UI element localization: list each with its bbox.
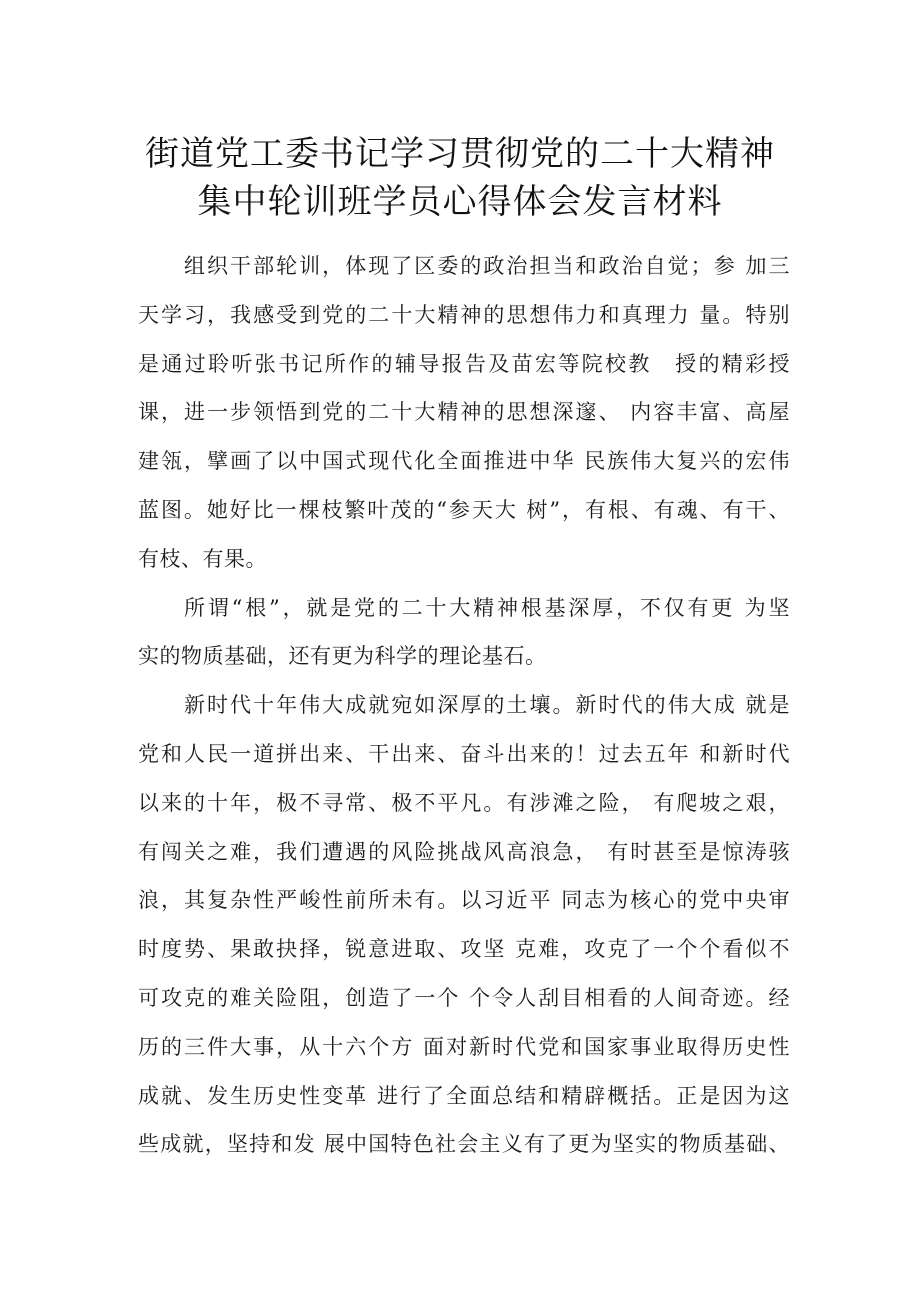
text-line: 党和人民一道拼出来、干出来、奋斗出来的！过去五年 和新时代 [138,741,790,766]
title-line-2: 集中轮训班学员心得体会发言材料 [197,182,723,222]
text-line: 可攻克的难关险阻，创造了一个 个令人刮目相看的人间奇迹。经 [138,985,790,1010]
text-line: 组织干部轮训，体现了区委的政治担当和政治自觉；参 加三 [184,254,790,278]
text-line: 时度势、果敢抉择，锐意进取、攻坚 克难，攻克了一个个看似不 [138,937,790,962]
text-line: 浪，其复杂性严峻性前所未有。以习近平 同志为核心的党中央审 [138,888,790,913]
document-title [0,130,920,226]
text-line: 天学习，我感受到党的二十大精神的思想伟力和真理力 量。特别 [138,302,790,327]
text-line: 成就、发生历史性变革 进行了全面总结和精辟概括。正是因为这 [138,1083,790,1108]
text-line: 历的三件大事，从十六个方 面对新时代党和国家事业取得历史性 [138,1034,790,1059]
text-line: 些成就，坚持和发 展中国特色社会主义有了更为坚实的物质基础、 [138,1132,790,1157]
text-line: 有枝、有果。 [138,546,267,571]
text-line: 是通过聆听张书记所作的辅导报告及苗宏等院校教 授的精彩授 [138,351,790,376]
text-line: 课，进一步领悟到党的二十大精神的思想深邃、 内容丰富、高屋 [138,400,790,425]
text-line: 蓝图。她好比一棵枝繁叶茂的“参天大 树”，有根、有魂、有干、 [138,497,790,522]
text-line: 实的物质基础，还有更为科学的理论基石。 [138,644,547,669]
text-line: 建瓴，擘画了以中国式现代化全面推进中华 民族伟大复兴的宏伟 [138,449,790,474]
document-body [138,242,790,1169]
text-line: 所谓“根”，就是党的二十大精神根基深厚，不仅有更 为坚 [184,595,790,620]
text-line: 新时代十年伟大成就宛如深厚的土壤。新时代的伟大成 就是 [184,693,790,718]
text-line: 以来的十年，极不寻常、极不平凡。有涉滩之险， 有爬坡之艰， [138,790,790,815]
text-line: 有闯关之难，我们遭遇的风险挑战风高浪急， 有时甚至是惊涛骇 [138,839,790,864]
title-line-1: 街道党工委书记学习贯彻党的二十大精神 [145,134,775,174]
